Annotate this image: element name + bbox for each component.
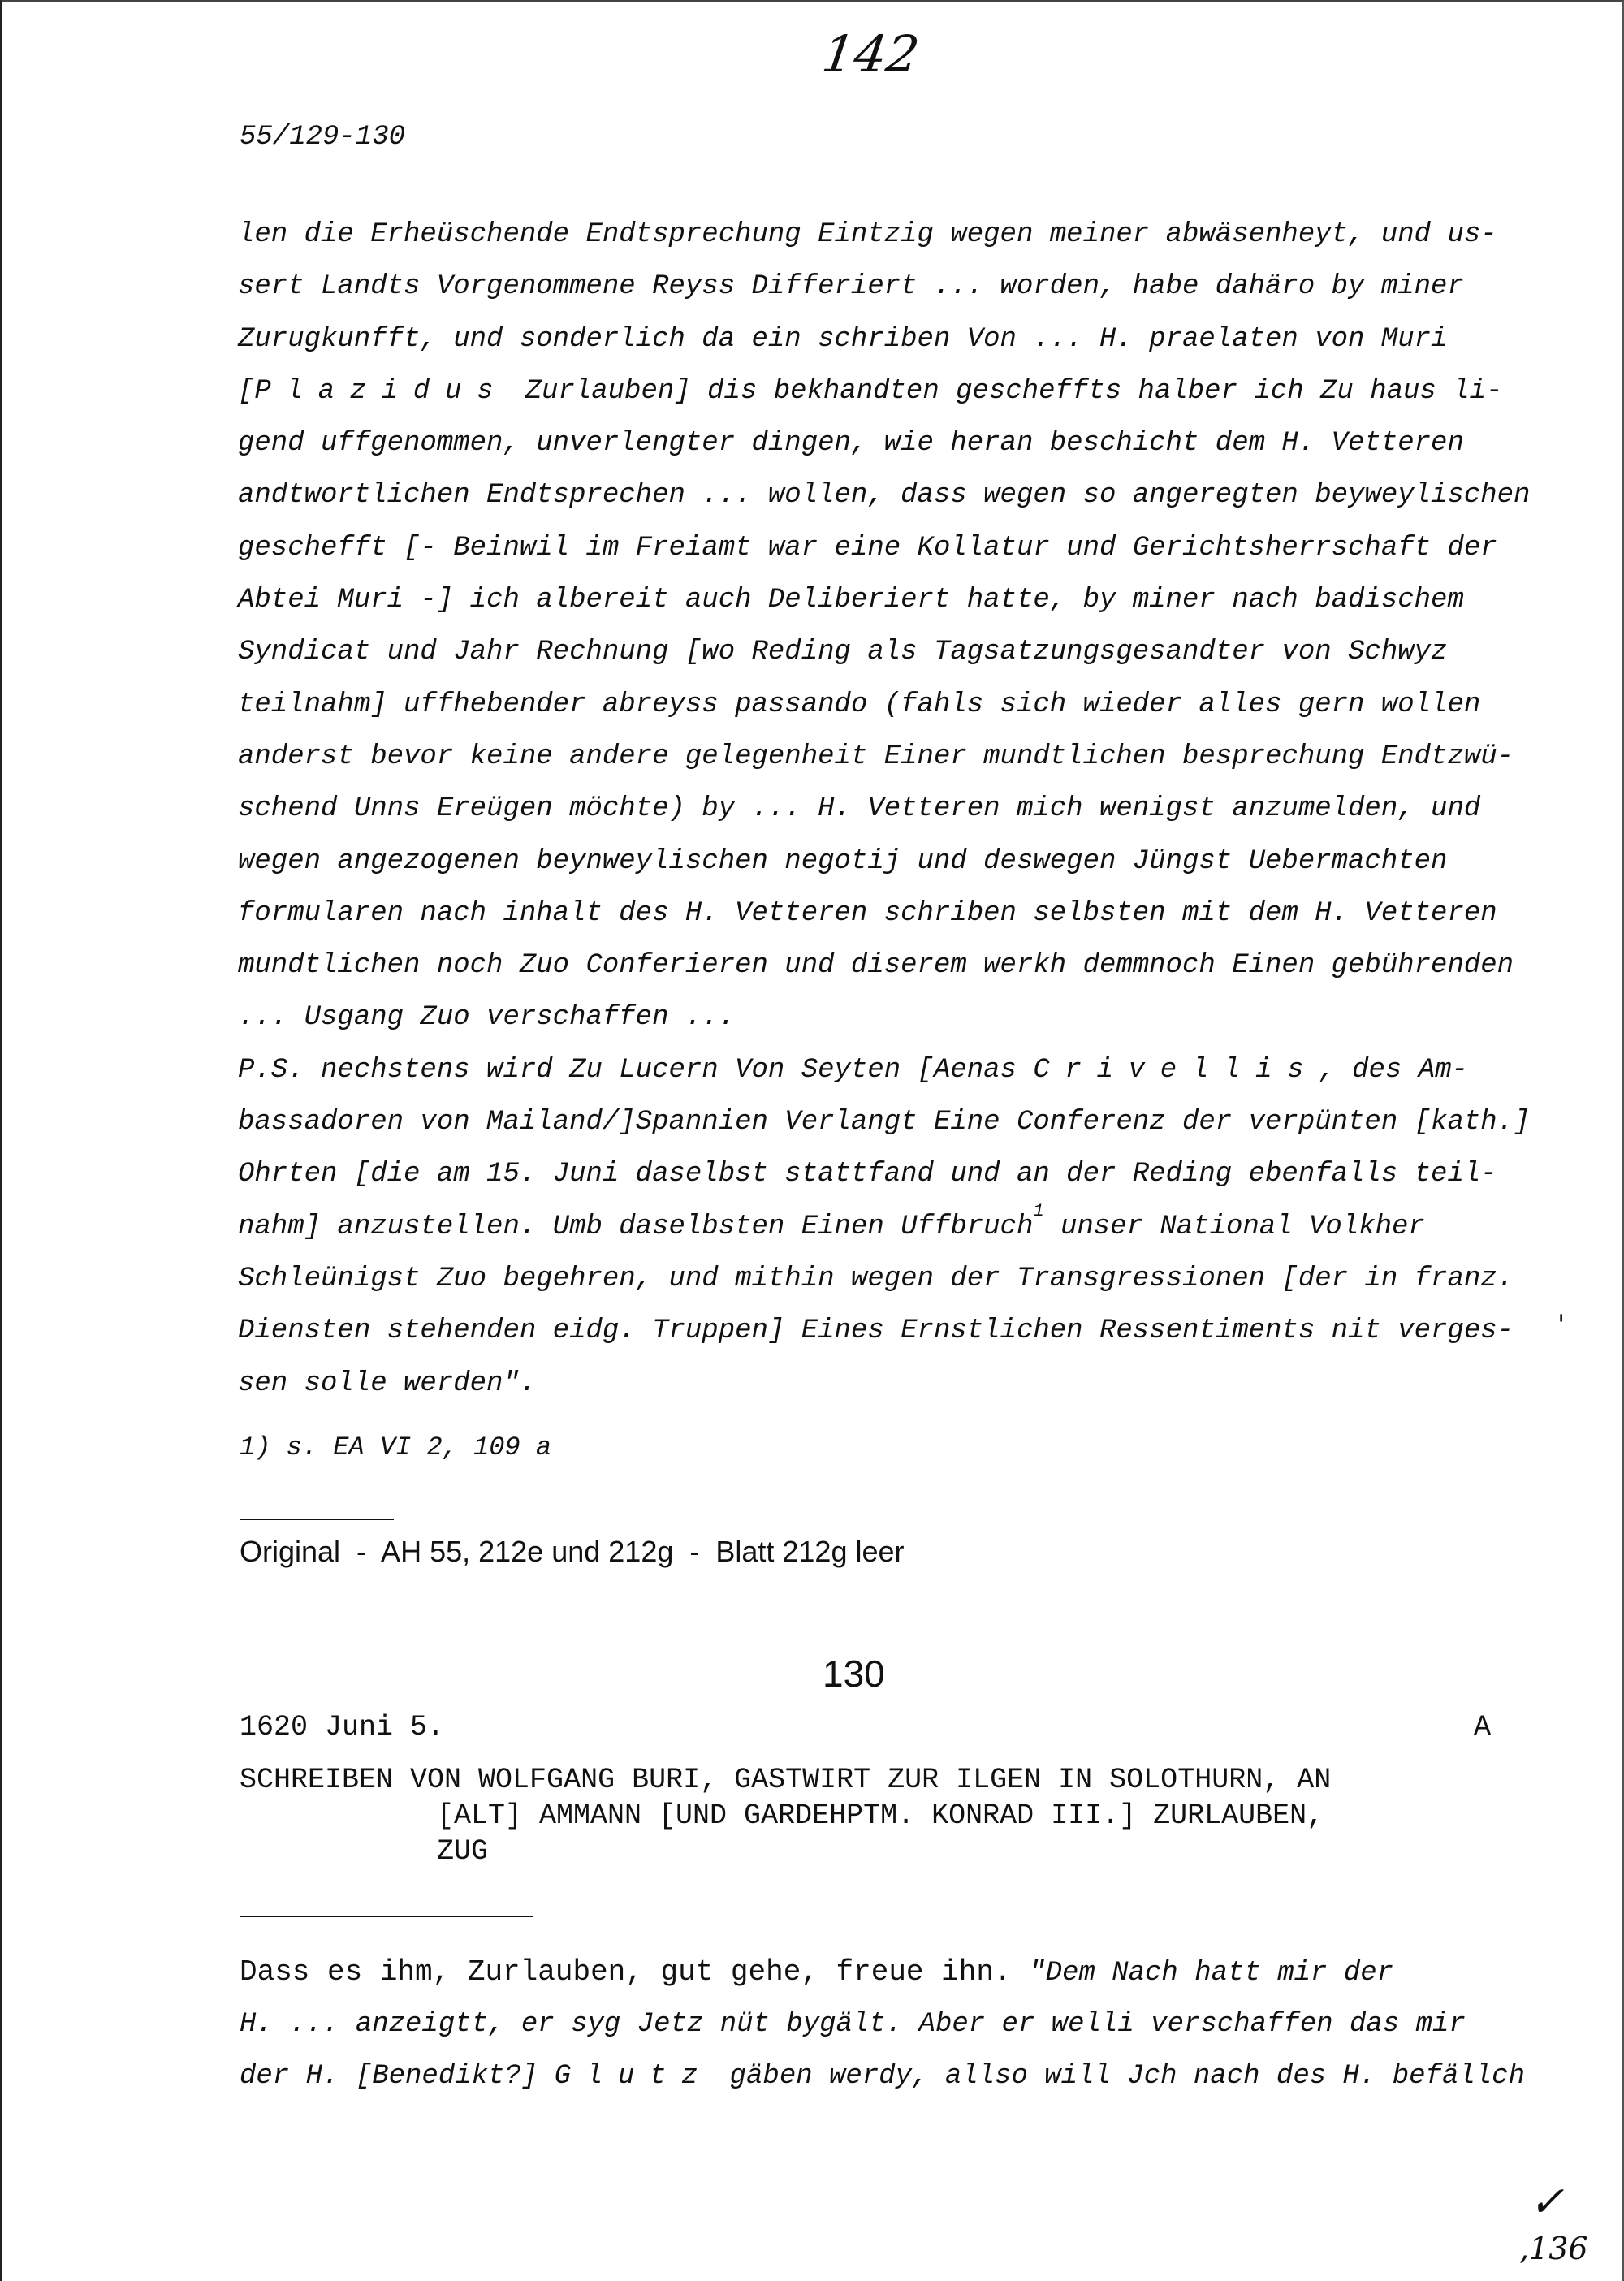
text-run: Zurlauben] dis bekhandten gescheffts halber ich Zu haus li- [508,375,1503,407]
margin-mark: ' [1557,1309,1566,1341]
document-number: 130 [823,1652,885,1695]
text-run: Schleünigst Zuo begehren, und mithin wegen der Transgressionen [der in franz. [238,1263,1514,1294]
text-run: Syndicat und Jahr Rechnung [wo Reding als Tagsatzungsgesandter von Schwyz [238,637,1448,668]
text-line [238,731,1529,783]
text-line [238,261,1529,313]
text-run: P.S. nechstens wird Zu Lucern Von Seyten [Aenas [238,1054,1034,1086]
text-run: geschefft [- Beinwil im Freiamt war eine Kollatur und Gerichtsherrschaft der [238,532,1497,564]
text-line [238,940,1529,991]
text-line [238,574,1529,626]
text-run: sert Landts Vorgenommene Reyss Differiert ... worden, habe dahäro by miner [238,271,1464,303]
text-run: Dass es ihm, Zurlauben, gut gehe, freue ihn. [240,1955,1030,1989]
text-run: [ [238,375,255,407]
text-run: gäben werdy, allso will Jch nach des H. befällch [713,2061,1525,2092]
title-line: ZUG [437,1835,489,1868]
text-line [240,2050,1539,2102]
document-129-continuation [238,209,1529,1410]
text-line [238,365,1529,417]
text-line [238,1358,1529,1410]
text-line [238,1253,1529,1305]
page-stamp: ,136 [1519,2231,1588,2266]
text-run: "Dem Nach hatt mir der [1029,1958,1394,1989]
document-date: 1620 Juni 5. [240,1711,445,1743]
document-130-body [240,1946,1539,2102]
title-line: SCHREIBEN VON WOLFGANG BURI, GASTWIRT ZUR ILGEN IN SOLOTHURN, AN [240,1764,1332,1796]
text-run: len die Erheüschende Endtsprechung Eintzig wegen meiner abwäsenheyt, und us- [238,219,1497,250]
text-run: unser National Volkher [1043,1211,1425,1242]
text-line [238,313,1529,365]
text-line [238,1305,1529,1357]
document-reference: 55/129-130 [240,122,406,153]
spaced-name: Glutz [554,2061,714,2092]
text-run: Ohrten [die am 15. Juni daselbst stattfand und an der Reding ebenfalls teil- [238,1159,1497,1190]
document-letter: A [1474,1711,1492,1743]
text-run: schend Unns Ereügen möchte) by ... H. Vetteren mich wenigst anzumelden, und [238,793,1481,825]
text-run: bassadoren von Mailand/]Spannien Verlangt Eine Conferenz der verpünten [kath.] [238,1107,1531,1138]
text-line [238,522,1529,574]
text-line [238,1096,1529,1148]
text-line [238,783,1529,835]
text-run: wegen angezogenen beynweylischen negotij und deswegen Jüngst Uebermachten [238,845,1448,877]
text-run: Zurugkunfft, und sonderlich da ein schriben Von ... H. praelaten von Muri [238,323,1448,355]
text-line [238,1044,1529,1096]
spaced-name: Plazidus [254,375,509,407]
footnote-divider [240,1519,394,1520]
text-run: Abtei Muri -] ich albereit auch Deliberiert hatte, by miner nach badischem [238,585,1464,616]
footnote-ref: 1 [1033,1200,1044,1221]
checkmark-icon: ✓ [1529,2178,1565,2227]
footnote: 1) s. EA VI 2, 109 a [240,1432,552,1462]
spaced-name: Crivellis [1033,1054,1320,1086]
text-run: mundtlichen noch Zuo Conferieren und diserem werkh demmnoch Einen gebührenden [238,950,1514,982]
text-line [238,417,1529,469]
text-run: anderst bevor keine andere gelegenheit Einer mundtlichen besprechung Endtzwü- [238,741,1514,772]
text-line [238,1201,1529,1253]
text-line [238,679,1529,731]
text-run: gend uffgenommen, unverlengter dingen, wie heran beschicht dem H. Vetteren [238,428,1464,460]
title-line: [ALT] AMMANN [UND GARDEHPTM. KONRAD III.] ZURLAUBEN, [437,1799,1324,1832]
folio-number: 142 [818,24,923,84]
text-run: andtwortlichen Endtsprechen ... wollen, dass wegen so angeregten beyweylischen [238,480,1531,512]
text-line [240,1946,1539,1998]
text-run: nahm] anzustellen. Umb daselbsten Einen Uffbruch [238,1211,1034,1242]
text-line [238,991,1529,1043]
text-line [238,888,1529,940]
text-run: Diensten stehenden eidg. Truppen] Eines Ernstlichen Ressentiments nit verges- [238,1315,1514,1347]
text-run: ... Usgang Zuo verschaffen ... [238,1002,736,1034]
source-note: Original - AH 55, 212e und 212g - Blatt 212g leer [240,1535,905,1568]
text-run: formularen nach inhalt des H. Vetteren schriben selbsten mit dem H. Vetteren [238,897,1497,929]
text-run: der H. [Benedikt?] [240,2061,555,2092]
text-line [238,836,1529,888]
title-divider [240,1916,533,1917]
text-line [238,626,1529,678]
text-line [238,469,1529,521]
document-title [240,1762,1331,1869]
text-run: sen solle werden". [238,1367,537,1399]
text-run: H. ... anzeigtt, er syg Jetz nüt bygält. Aber er welli verschaffen das mir [240,2009,1466,2040]
text-line [238,209,1529,261]
text-line [240,1998,1539,2050]
text-run: teilnahm] uffhebender abreyss passando (fahls sich wieder alles gern wollen [238,689,1481,720]
text-line [238,1148,1529,1200]
text-run: , des Am- [1319,1054,1468,1086]
